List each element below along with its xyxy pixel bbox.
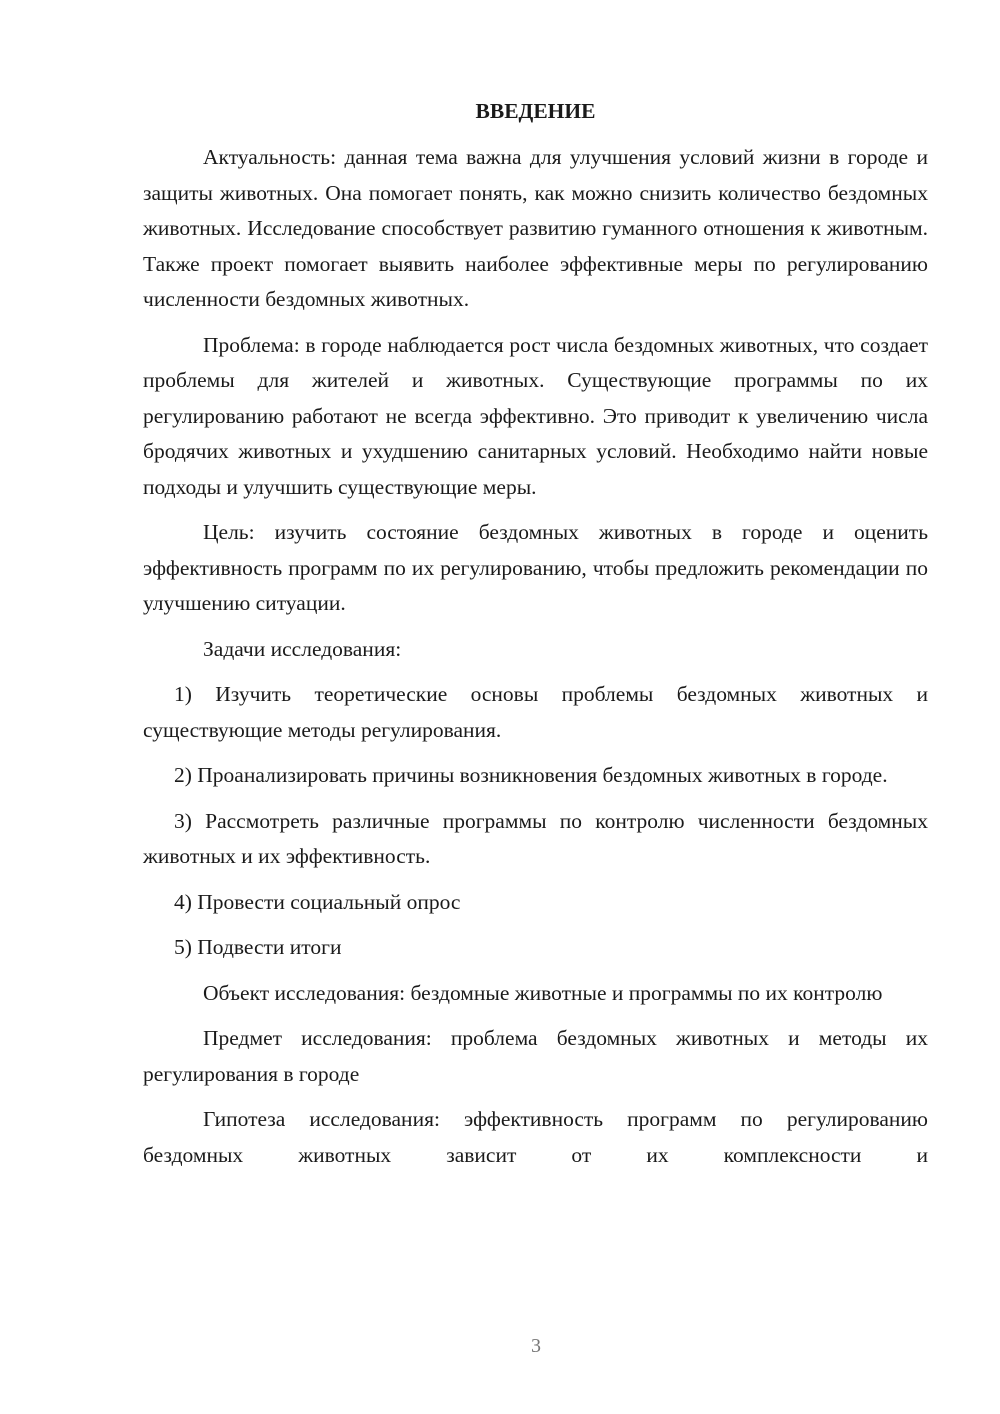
paragraph-hypothesis: Гипотеза исследования: эффективность программ по регулированию бездомных животных зависит от их комплексности и bbox=[143, 1107, 928, 1167]
list-item-task-1: 1) Изучить теоретические основы проблемы бездомных животных и существующие методы регулирования. bbox=[143, 682, 928, 742]
page-number: 3 bbox=[531, 1335, 541, 1357]
list-item-task-3: 3) Рассмотреть различные программы по контролю численности бездомных животных и их эффективность. bbox=[143, 808, 928, 868]
page-title: ВВЕДЕНИЕ bbox=[475, 99, 596, 123]
page-content bbox=[143, 96, 928, 1183]
list-item-task-4: 4) Провести социальный опрос bbox=[174, 889, 461, 914]
paragraph-relevance: Актуальность: данная тема важна для улучшения условий жизни в городе и защиты животных. Она помогает понять, как можно снизить количество бездомных животных. Исследование способствует развитию гуманного отношения к животным. Также проект помогает выявить наиболее эффективные меры по регулированию численности бездомных животных. bbox=[143, 145, 928, 311]
paragraph-subject: Предмет исследования: проблема бездомных животных и методы их регулирования в городе bbox=[143, 1026, 928, 1086]
paragraph-tasks-heading: Задачи исследования: bbox=[203, 636, 402, 661]
list-item-task-5: 5) Подвести итоги bbox=[174, 935, 342, 959]
list-item-task-2: 2) Проанализировать причины возникновения бездомных животных в городе. bbox=[174, 763, 888, 787]
paragraph-problem: Проблема: в городе наблюдается рост числа бездомных животных, что создает проблемы для жителей и животных. Существующие программы по их регулированию работают не всегда эффективно. Это приводит к увеличению числа бродячих животных и ухудшению санитарных условий. Необходимо найти новые подходы и улучшить существующие меры. bbox=[143, 332, 928, 499]
paragraph-object: Объект исследования: бездомные животные и программы по их контролю bbox=[203, 980, 883, 1005]
paragraph-goal: Цель: изучить состояние бездомных животных в городе и оценить эффективность программ по их регулированию, чтобы предложить рекомендации по улучшению ситуации. bbox=[143, 520, 928, 615]
